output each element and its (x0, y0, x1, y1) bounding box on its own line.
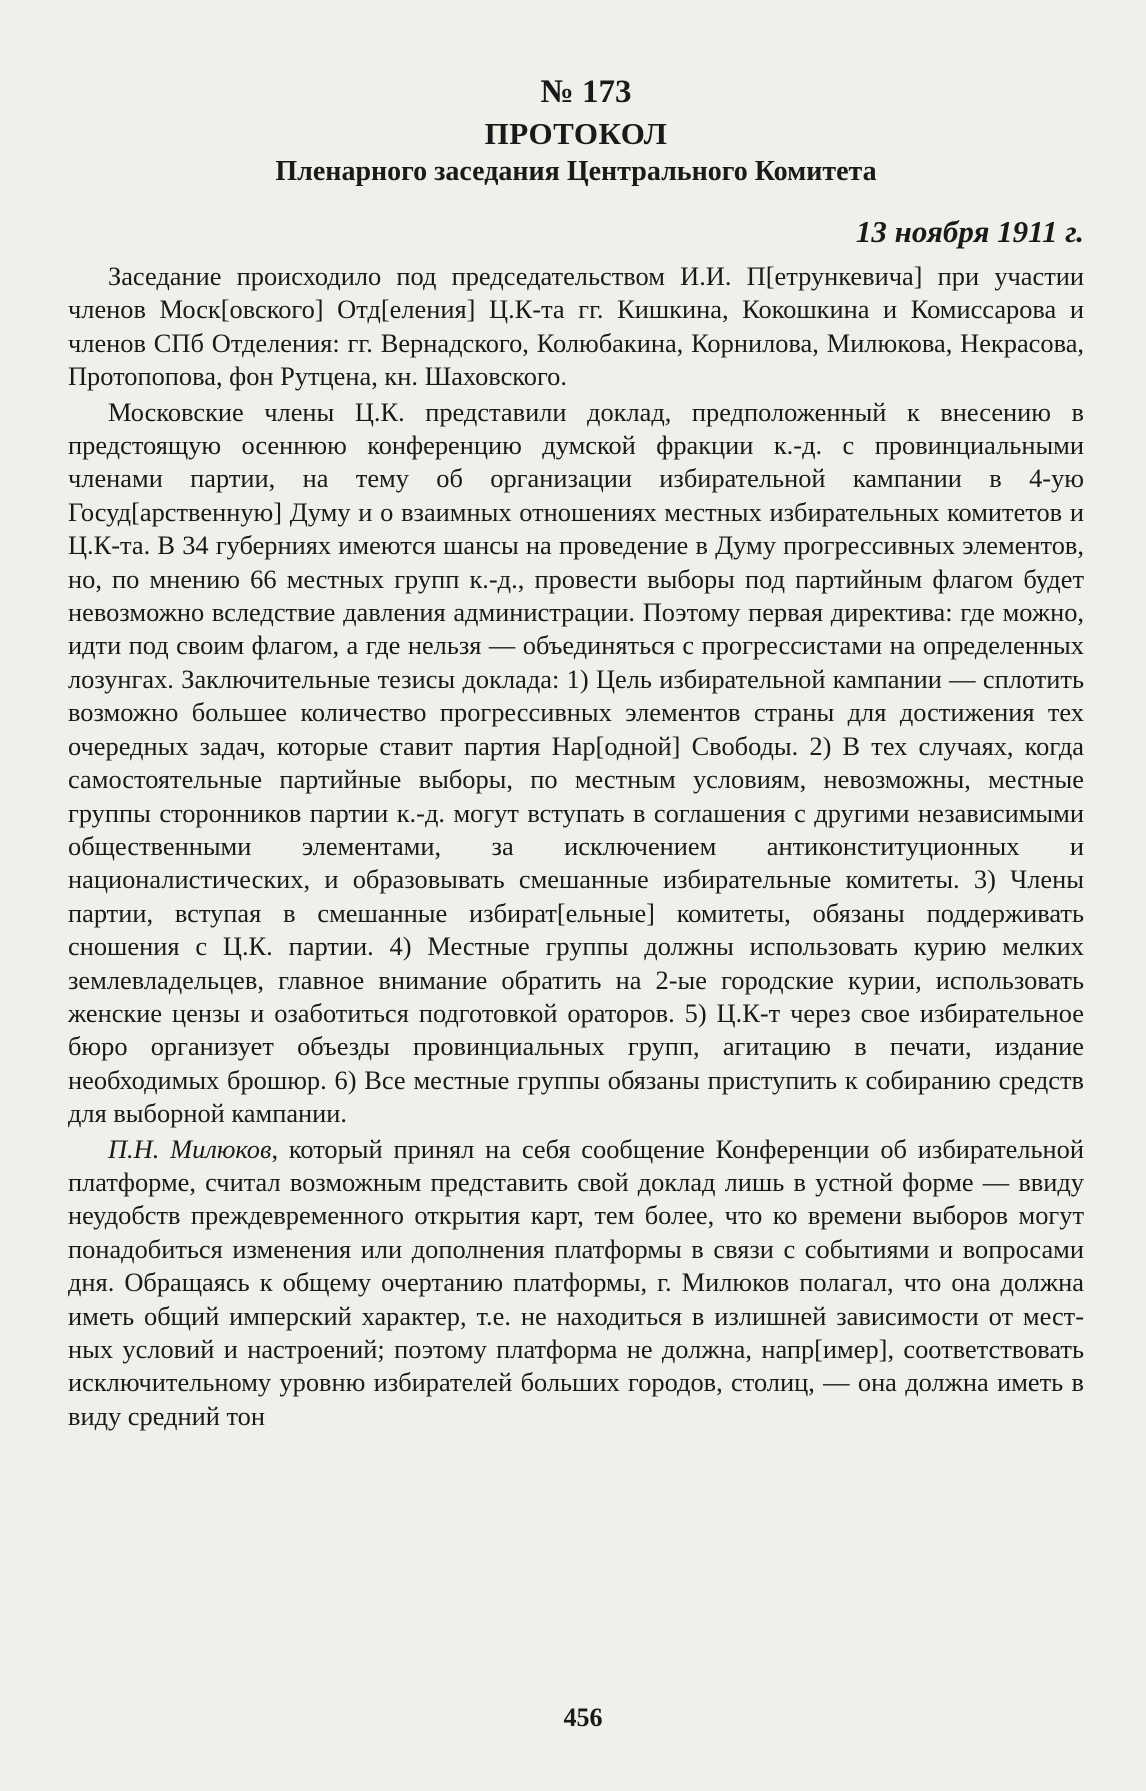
paragraph-milyukov (68, 1133, 1084, 1434)
document-title: ПРОТОКОЛ (484, 116, 668, 151)
document-date: 13 ноября 1911 г. (855, 214, 1084, 249)
page-content (68, 72, 1084, 1433)
speaker-name: П.Н. Милюков (108, 1133, 272, 1164)
page-number: 456 (563, 1703, 603, 1732)
document-subtitle: Пленарного заседания Центрального Комитета (275, 156, 877, 187)
body-text (68, 260, 1084, 1433)
paragraph-meeting-participants: Заседание происходило под председательством И.И. П[етрункевича] при участии членов Моск[овского] Отд[еления] Ц.К-та гг. Кишкина, Кокошкина и Комиссарова и членов СПб Отделения: гг. Вернадского, Колюбакина, Корнилова, Милюкова, Некрасова, Протопопова, фон Рутцена, кн. Шаховского. (68, 261, 1084, 392)
document-number: № 173 (540, 74, 632, 110)
paragraph-milyukov-text: , который принял на себя сообщение Конференции об избирательной платформе, считал возможным представить свой доклад лишь в устной форме — ввиду неудобств преждевременного открытия карт, тем более, что ко времени выборов могут понадобиться изменения или дополнения платформы в связи с событиями и вопросами дня. Обращаясь к общему очертанию платформы, г. Милюков полагал, что она должна иметь общий имперский характер, т.е. не находиться в излишней зависимости от местных условий и настроений; поэтому платформа не должна, напр[имер], соответствовать исключительному уровню избирателей больших городов, столиц, — она должна иметь в виду средний тон (68, 1133, 1084, 1431)
paragraph-moscow-report: Московские члены Ц.К. представили доклад, предположенный к внесению в предстоящую осеннюю конференцию думской фракции к.-д. с провинциальными членами партии, на тему об организации избирательной кампании в 4-ую Госуд[арственную] Думу и о взаимных отношениях местных избирательных комитетов и Ц.К-та. В 34 губерниях имеются шансы на проведение в Думу прогрессивных элементов, но, по мнению 66 местных групп к.-д., провести выборы под партийным флагом будет невозможно вследствие давления администрации. Поэтому первая директива: где можно, идти под своим флагом, а где нельзя — объединяться с прогрессистами на определенных лозунгах. Заключительные тезисы доклада: 1) Цель избирательной кампании — сплотить возможно большее количество прогрессивных элементов страны для достижения тех очередных задач, которые ставит партия Нар[одной] Свободы. 2) В тех случаях, когда самостоятельные партийные выборы, по местным условиям, невозможны, местные группы сторонников партии к.-д. могут вступать в соглашения с другими независимыми общественными элементами, за исключением антиконституционных и националистических, и образовывать смешанные избирательные комитеты. 3) Члены партии, вступая в смешанные избират[ельные] комитеты, обязаны поддерживать сношения с Ц.К. партии. 4) Местные группы должны использовать курию мелких землевладельцев, главное внимание обратить на 2-ые городские курии, использовать женские цензы и озаботиться подготовкой ораторов. 5) Ц.К-т через свое избирательное бюро организует объезды провинциальных групп, агитацию в печати, издание необходимых брошюр. 6) Все местные группы обязаны приступить к собиранию средств для выборной кампании. (68, 396, 1084, 1129)
